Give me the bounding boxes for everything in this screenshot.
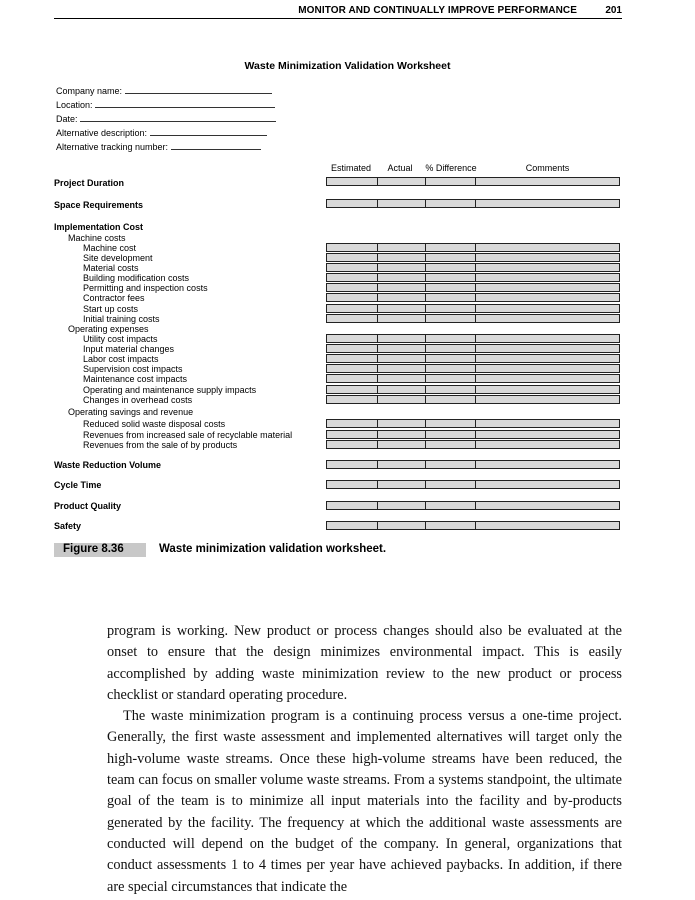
list-item: Utility cost impacts xyxy=(83,334,158,344)
list-item: Site development xyxy=(83,253,153,263)
table-row xyxy=(326,395,620,404)
column-divider xyxy=(425,200,426,207)
company-name-line xyxy=(125,85,272,94)
column-divider xyxy=(425,254,426,261)
running-head-title: MONITOR AND CONTINUALLY IMPROVE PERFORMANCE xyxy=(298,5,577,16)
column-divider xyxy=(425,178,426,185)
column-divider xyxy=(425,294,426,301)
column-divider xyxy=(425,386,426,393)
column-divider xyxy=(475,396,476,403)
column-divider xyxy=(475,284,476,291)
list-item: Operating and maintenance supply impacts xyxy=(83,385,257,395)
alternative-tracking-line xyxy=(171,141,261,150)
column-divider xyxy=(377,375,378,382)
list-item: Changes in overhead costs xyxy=(83,395,193,405)
table-row xyxy=(326,344,620,353)
column-divider xyxy=(425,431,426,438)
table-row xyxy=(326,243,620,252)
column-divider xyxy=(475,254,476,261)
list-item: Maintenance cost impacts xyxy=(83,374,188,384)
table-row xyxy=(326,293,620,302)
list-item: Initial training costs xyxy=(83,314,160,324)
column-divider xyxy=(425,396,426,403)
alternative-tracking-field xyxy=(56,141,261,152)
table-row xyxy=(326,521,620,530)
figure-number: Figure 8.36 xyxy=(63,543,124,555)
column-percent-difference: % Difference xyxy=(425,163,477,173)
column-divider xyxy=(425,355,426,362)
column-divider xyxy=(475,305,476,312)
column-divider xyxy=(377,335,378,342)
column-divider xyxy=(377,431,378,438)
location-label: Location: xyxy=(56,100,93,110)
column-comments: Comments xyxy=(525,163,570,173)
table-row xyxy=(326,419,620,428)
paragraph: program is working. New product or process changes should also be evaluated at the onset to ensure that the design minimizes environmental impact. This is easily accomplished by adding waste minimization review to the new product or process checklist or standard operating procedure. xyxy=(107,623,622,703)
label-operating-savings: Operating savings and revenue xyxy=(68,407,194,417)
figure-caption: Waste minimization validation worksheet. xyxy=(159,543,387,555)
column-divider xyxy=(377,345,378,352)
column-divider xyxy=(377,420,378,427)
column-divider xyxy=(425,420,426,427)
column-divider xyxy=(475,441,476,448)
column-divider xyxy=(425,522,426,529)
column-divider xyxy=(377,315,378,322)
list-item: Building modification costs xyxy=(83,273,190,283)
table-row xyxy=(326,374,620,383)
column-divider xyxy=(425,502,426,509)
body-text xyxy=(107,621,622,898)
table-row xyxy=(326,199,620,208)
table-row xyxy=(326,430,620,439)
list-item: Input material changes xyxy=(83,344,175,354)
column-divider xyxy=(377,305,378,312)
label-space-requirements: Space Requirements xyxy=(54,200,144,210)
column-divider xyxy=(425,375,426,382)
column-divider xyxy=(377,178,378,185)
column-divider xyxy=(377,284,378,291)
column-divider xyxy=(377,365,378,372)
column-divider xyxy=(475,274,476,281)
page-number: 201 xyxy=(605,5,622,16)
column-divider xyxy=(475,335,476,342)
column-estimated: Estimated xyxy=(330,163,372,173)
running-head xyxy=(54,4,622,19)
label-product-quality: Product Quality xyxy=(54,501,122,511)
worksheet-title: Waste Minimization Validation Worksheet xyxy=(244,60,451,72)
column-divider xyxy=(475,420,476,427)
table-row xyxy=(326,460,620,469)
table-row xyxy=(326,501,620,510)
table-row xyxy=(326,440,620,449)
column-divider xyxy=(475,431,476,438)
label-cycle-time: Cycle Time xyxy=(54,480,102,490)
column-divider xyxy=(377,254,378,261)
list-item: Revenues from increased sale of recyclable material xyxy=(83,430,293,440)
list-item: Start up costs xyxy=(83,304,139,314)
label-waste-reduction-volume: Waste Reduction Volume xyxy=(54,460,162,470)
column-divider xyxy=(475,375,476,382)
column-divider xyxy=(425,244,426,251)
paragraph: The waste minimization program is a continuing process versus a one-time project. Generally, the first waste assessment and implemented alternatives will target only the high-volume waste streams. Once these high-volume streams have been reduced, the team can focus on smaller volume waste streams. From a systems standpoint, the ultimate goal of the team is to minimize all input materials into the facility and by-products generated by the facility. The frequency at which the additional waste assessments are conducted will depend on the budget of the company. In general, organizations that conduct assessments 1 to 4 times per year have achieved paybacks. In addition, if there are special circumstances that indicate the xyxy=(107,708,622,895)
column-divider xyxy=(377,522,378,529)
column-actual: Actual xyxy=(387,163,413,173)
date-field xyxy=(56,113,276,124)
company-name-label: Company name: xyxy=(56,86,123,96)
label-machine-costs: Machine costs xyxy=(68,233,126,243)
column-divider xyxy=(377,396,378,403)
column-divider xyxy=(475,200,476,207)
column-divider xyxy=(425,481,426,488)
label-implementation-cost: Implementation Cost xyxy=(54,222,144,232)
list-item: Reduced solid waste disposal costs xyxy=(83,419,226,429)
column-divider xyxy=(425,335,426,342)
column-divider xyxy=(377,355,378,362)
table-row xyxy=(326,480,620,489)
column-divider xyxy=(425,365,426,372)
alternative-description-field xyxy=(56,127,267,138)
column-divider xyxy=(425,264,426,271)
column-divider xyxy=(377,481,378,488)
alternative-description-label: Alternative description: xyxy=(56,128,148,138)
column-divider xyxy=(377,200,378,207)
table-row xyxy=(326,385,620,394)
column-divider xyxy=(377,441,378,448)
label-project-duration: Project Duration xyxy=(54,178,125,188)
list-item: Permitting and inspection costs xyxy=(83,283,208,293)
table-row xyxy=(326,253,620,262)
location-line xyxy=(95,99,275,108)
location-field xyxy=(56,99,275,110)
column-divider xyxy=(425,345,426,352)
list-item: Revenues from the sale of by products xyxy=(83,440,238,450)
column-divider xyxy=(475,178,476,185)
table-row xyxy=(326,177,620,186)
list-item: Material costs xyxy=(83,263,139,273)
table-row xyxy=(326,354,620,363)
column-divider xyxy=(475,244,476,251)
column-divider xyxy=(377,274,378,281)
list-item: Contractor fees xyxy=(83,293,145,303)
table-row xyxy=(326,334,620,343)
table-row xyxy=(326,263,620,272)
column-divider xyxy=(475,355,476,362)
column-divider xyxy=(475,315,476,322)
table-row xyxy=(326,283,620,292)
column-divider xyxy=(377,461,378,468)
column-divider xyxy=(425,305,426,312)
column-divider xyxy=(425,315,426,322)
column-divider xyxy=(425,441,426,448)
column-divider xyxy=(377,264,378,271)
date-label: Date: xyxy=(56,114,78,124)
alternative-description-line xyxy=(150,127,267,136)
label-safety: Safety xyxy=(54,521,82,531)
column-divider xyxy=(475,481,476,488)
column-divider xyxy=(475,502,476,509)
column-divider xyxy=(377,502,378,509)
table-row xyxy=(326,304,620,313)
table-row xyxy=(326,273,620,282)
column-divider xyxy=(377,244,378,251)
list-item: Labor cost impacts xyxy=(83,354,159,364)
label-operating-expenses: Operating expenses xyxy=(68,324,149,334)
column-divider xyxy=(475,294,476,301)
column-divider xyxy=(377,294,378,301)
alternative-tracking-label: Alternative tracking number: xyxy=(56,142,169,152)
column-divider xyxy=(425,284,426,291)
list-item: Supervision cost impacts xyxy=(83,364,183,374)
list-item: Machine cost xyxy=(83,243,137,253)
table-row xyxy=(326,364,620,373)
table-row xyxy=(326,314,620,323)
column-divider xyxy=(475,365,476,372)
figure-number-badge xyxy=(54,543,146,557)
column-divider xyxy=(475,461,476,468)
date-line xyxy=(80,113,276,122)
column-divider xyxy=(475,522,476,529)
column-divider xyxy=(475,345,476,352)
column-divider xyxy=(475,386,476,393)
column-divider xyxy=(377,386,378,393)
column-divider xyxy=(425,274,426,281)
column-divider xyxy=(425,461,426,468)
column-divider xyxy=(475,264,476,271)
company-name-field xyxy=(56,85,272,96)
